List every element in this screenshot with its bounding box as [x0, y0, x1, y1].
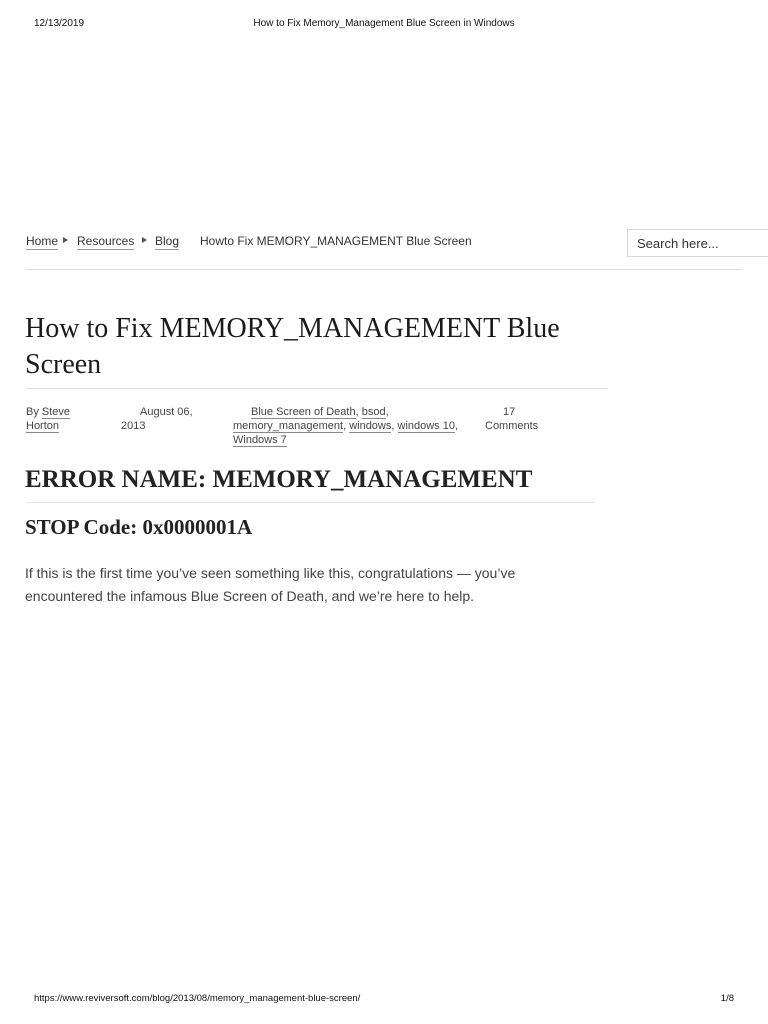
breadcrumb-arrow-icon [142, 237, 147, 243]
stop-code-heading: STOP Code: 0x0000001A [25, 515, 253, 539]
comments-count: 17 [503, 406, 516, 418]
intro-paragraph: If this is the first time you’ve seen something like this, congratulations — you’ve encountered the infamous Blue Screen of Death, and we’re here to help. [25, 565, 516, 604]
tag-link[interactable]: windows [349, 420, 392, 432]
divider [26, 269, 742, 270]
post-comments[interactable] [485, 405, 565, 433]
tag-link[interactable]: bsod [361, 406, 386, 418]
comments-label: Comments [485, 420, 539, 432]
tag-link[interactable]: Blue Screen of Death [251, 406, 356, 418]
print-footer [0, 993, 768, 1007]
breadcrumb-blog-link[interactable]: Blog [155, 234, 180, 248]
post-title: How to Fix MEMORY_MANAGEMENT Blue Screen [25, 313, 560, 380]
print-url: https://www.reviversoft.com/blog/2013/08/memory_management-blue-screen/ [34, 993, 361, 1004]
post-date [121, 405, 211, 433]
breadcrumb-resources-link[interactable]: Resources [77, 234, 135, 248]
author-link[interactable]: Steve [41, 406, 71, 418]
post-author [26, 405, 106, 433]
post-tags: Blue Screen of Death, bsod, memory_management, windows, windows 10, Windows 7 [233, 406, 459, 446]
breadcrumb-home-link[interactable]: Home [26, 234, 59, 248]
error-name-heading: ERROR NAME: MEMORY_MANAGEMENT [25, 466, 533, 493]
divider [26, 388, 608, 389]
divider [26, 502, 594, 503]
tag-link[interactable]: windows 10 [397, 420, 455, 432]
author-link[interactable]: Horton [26, 420, 60, 432]
breadcrumb-arrow-icon [63, 237, 68, 243]
print-page-number: 1/8 [720, 993, 734, 1004]
tag-link[interactable]: Windows 7 [233, 434, 287, 446]
print-header [0, 18, 768, 32]
by-label: By [26, 406, 39, 418]
tag-link[interactable]: memory_management [233, 420, 344, 432]
search-box [627, 229, 768, 257]
search-input[interactable] [628, 230, 768, 256]
post-date-day: August 06, [140, 406, 193, 418]
print-date: 12/13/2019 [34, 18, 85, 29]
breadcrumb-current: Howto Fix MEMORY_MANAGEMENT Blue Screen [200, 234, 472, 248]
print-title: How to Fix Memory_Management Blue Screen in Windows [253, 18, 515, 29]
post-date-year: 2013 [121, 420, 146, 432]
